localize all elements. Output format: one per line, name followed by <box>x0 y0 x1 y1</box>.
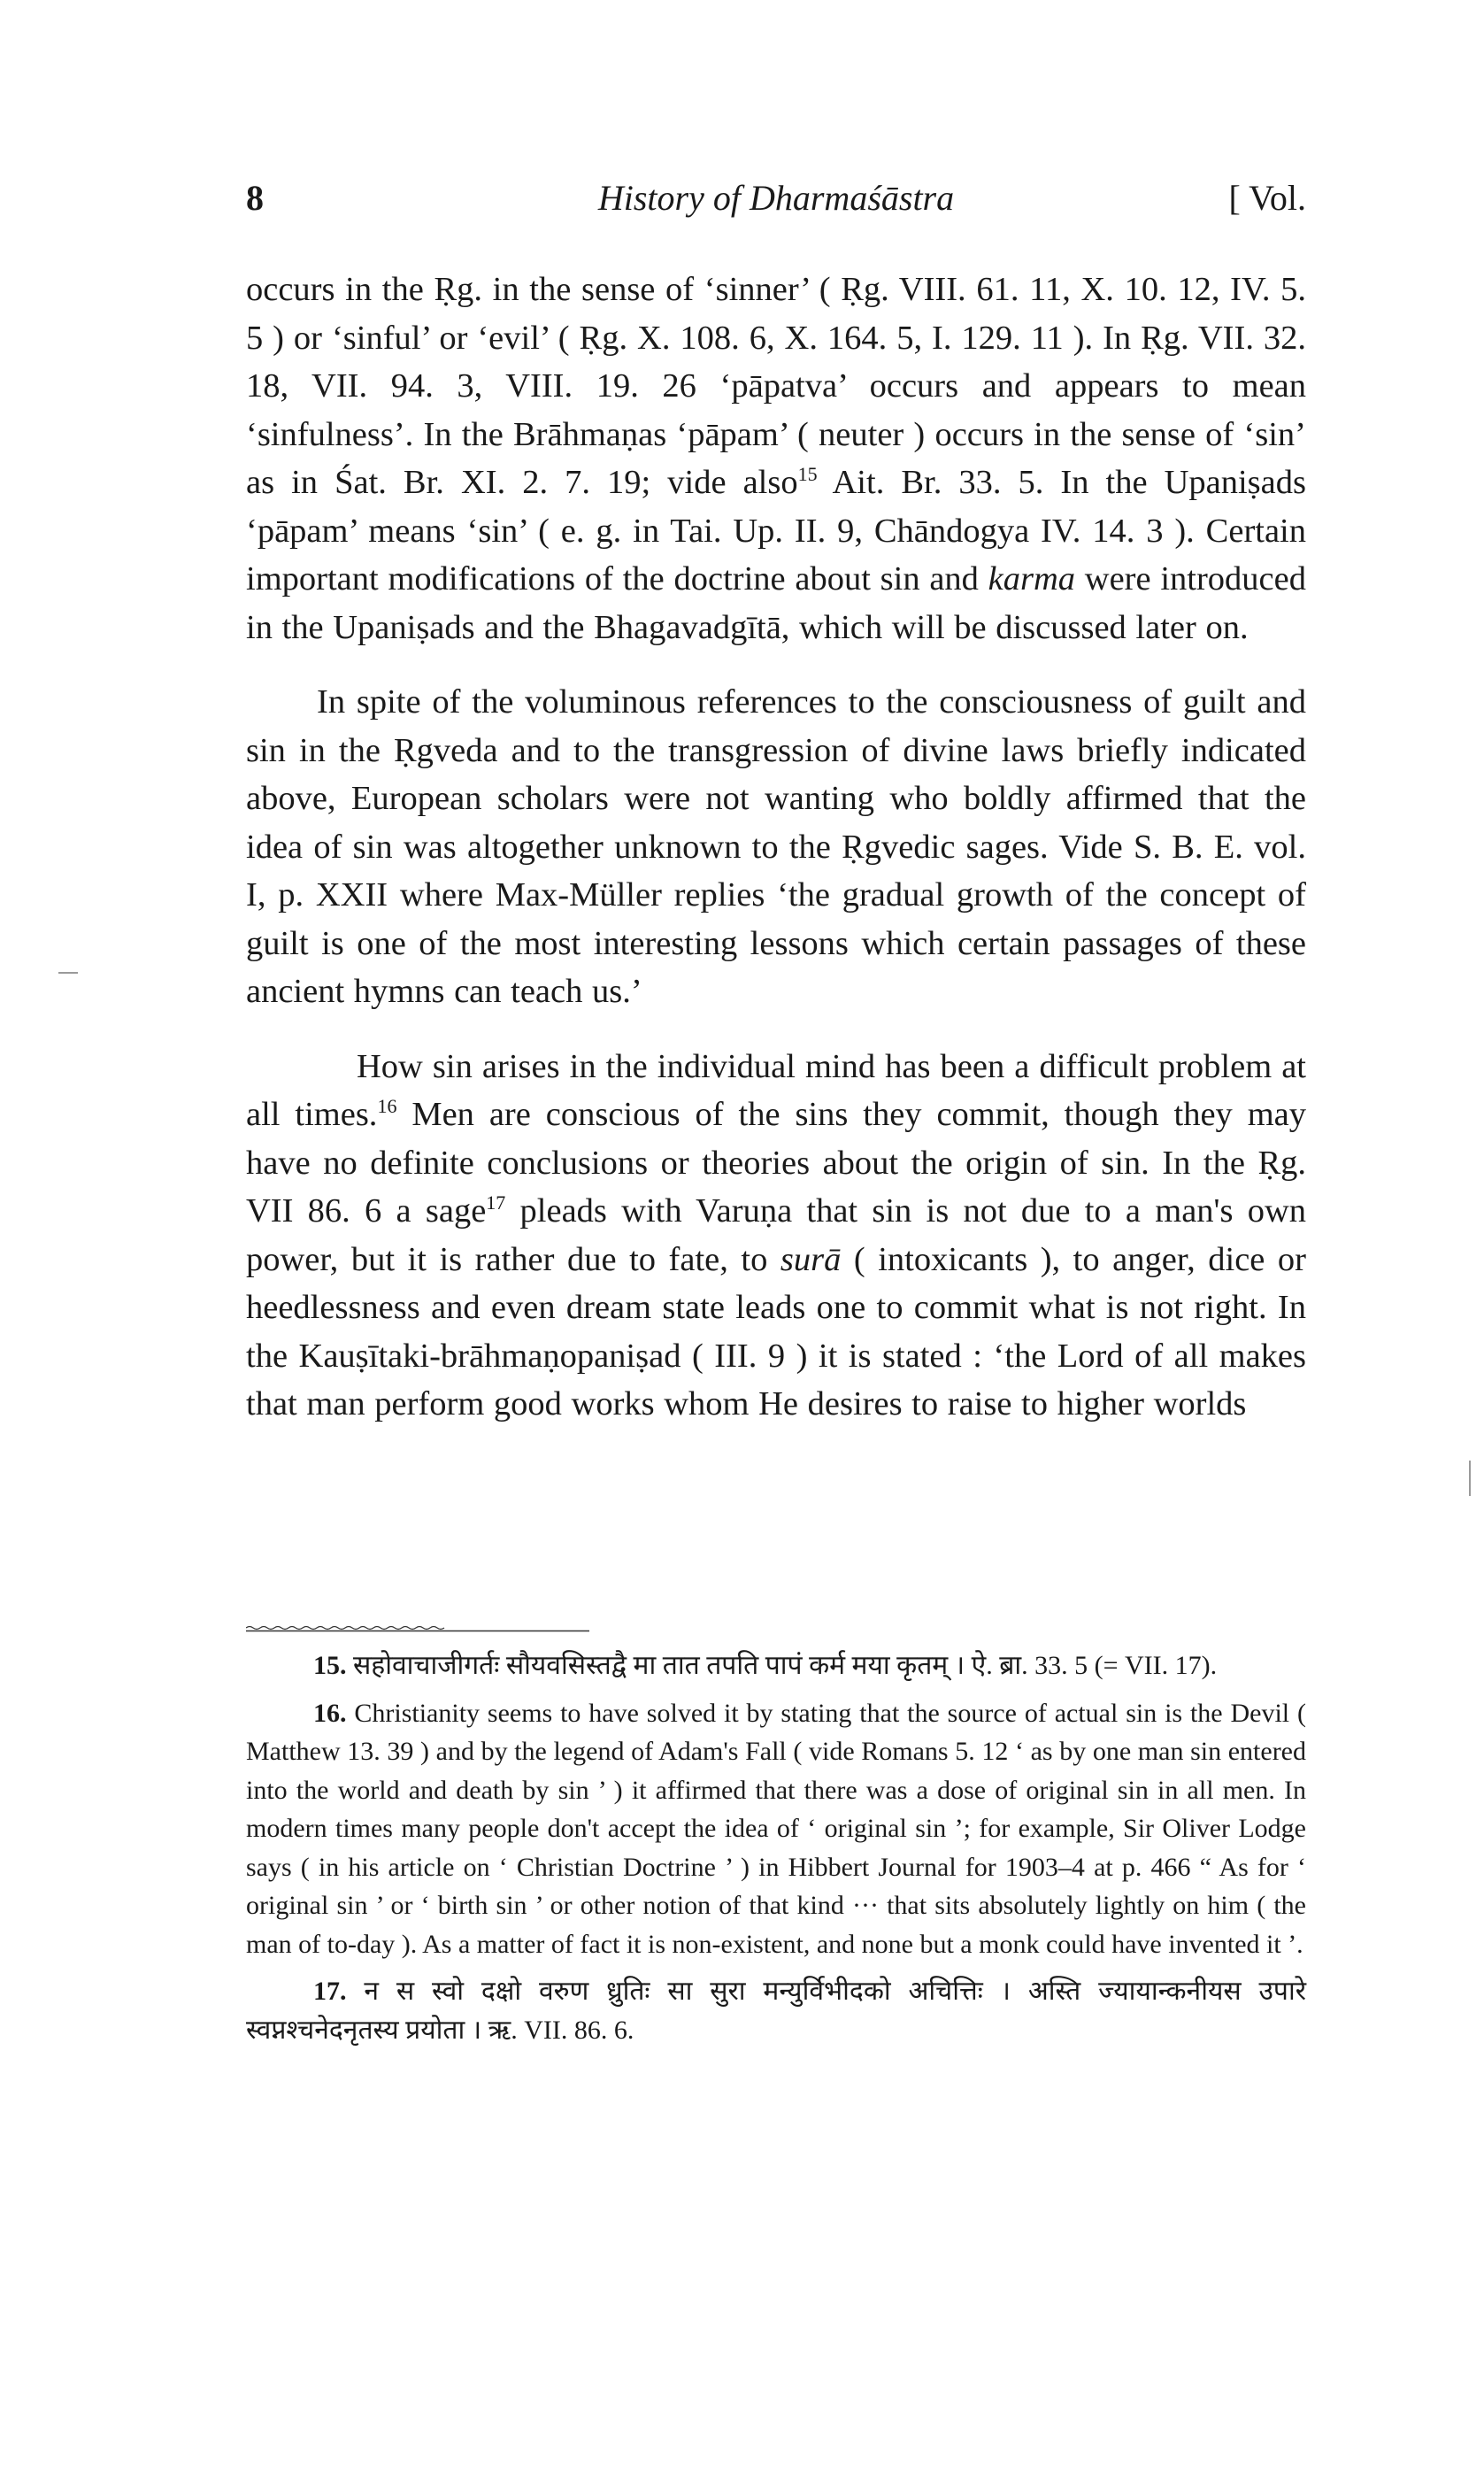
footnote-ref-16: 16 <box>377 1095 397 1118</box>
paragraph-2: In spite of the voluminous references to the consciousness of guilt and sin in the Ṛgveda and to the transgression of divine laws briefly indicated above, European scholars were not wanting who boldly affirmed that the idea of sin was altogether unknown to the Ṛgvedic sages. Vide S. B. E. vol. I, p. XXII where Max-Müller replies ‘the gradual growth of the concept of guilt is one of the most interesting lessons which certain passages of these ancient hymns can teach us.’ <box>246 683 1306 1010</box>
paragraph-3: How sin arises in the individual mind has been a difficult problem at all times.$^{16}$ Men are conscious of the sins they commit, though they may have no definite conclusions or theories about the origin of sin. In the Ṛg. VII 86. 6 a sage$^{17}$ pleads with Varuṇa that sin is not due to a man's own power, but it is rather due to fate, to surā ( intoxicants ), to anger, dice or heedlessness and even dream state leads one to commit what is not right. In the Kauṣītaki-brāhmaṇopaniṣad ( III. 9 ) it is stated : ‘the Lord of all makes that man perform good works whom He desires to raise to higher worlds <box>246 1047 1306 1422</box>
footnote-ref-17: 17 <box>486 1191 506 1214</box>
footnote-17: 17. न स स्वो दक्षो वरुण ध्रुतिः सा सुरा मन्युर्विभीदको अचित्तिः । अस्ति ज्यायान्कनीयस उपारे स्वप्नश्चनेदनृतस्य प्रयोता । ऋ. VII. 86. 6. <box>246 1977 1306 2045</box>
running-header <box>246 177 1306 230</box>
main-text <box>246 266 1306 1429</box>
footnotes <box>246 1646 1306 2058</box>
paragraph-1: occurs in the Ṛg. in the sense of ‘sinner’ ( Ṛg. VIII. 61. 11, X. 10. 12, IV. 5. 5 ) or ‘sinful’ or ‘evil’ ( Ṛg. X. 108. 6, X. 164. 5, I. 129. 11 ). In Ṛg. VII. 32. 18, VII. 94. 3, VIII. 19. 26 ‘pāpatva’ occurs and appears to mean ‘sinfulness’. In the Brāhmaṇas ‘pāpam’ ( neuter ) occurs in the sense of ‘sin’ as in Śat. Br. XI. 2. 7. 19; vide also$^{15}$ Ait. Br. 33. 5. In the Upaniṣads ‘pāpam’ means ‘sin’ ( e. g. in Tai. Up. II. 9, Chāndogya IV. 14. 3 ). Certain important modifications of the doctrine about sin and karma were introduced in the Upaniṣads and the Bhagavadgītā, which will be discussed later on. <box>246 271 1306 646</box>
page-number: 8 <box>246 178 264 218</box>
margin-speck <box>58 972 78 974</box>
volume-marker: [ Vol. <box>1228 178 1306 218</box>
running-title: History of Dharmaśāstra <box>597 178 955 218</box>
footnote-16: 16. Christianity seems to have solved it by stating that the source of actual sin is the Devil ( Matthew 13. 39 ) and by the legend of Adam's Fall ( vide Romans 5. 12 ‘ as by one man sin entered into the world and death by sin ’ ) it affirmed that there was a dose of original sin in all men. In modern times many people don't accept the idea of ‘ original sin ’; for example, Sir Oliver Lodge says ( in his article on ‘ Christian Doctrine ’ ) in Hibbert Journal for 1903–4 at p. 466 “ As for ‘ original sin ’ or ‘ birth sin ’ or other notion of that kind ··· that sits absolutely lightly on him ( the man of to-day ). As a matter of fact it is non-existent, and none but a monk could have invented it ’. <box>246 1698 1306 1959</box>
footnote-15: 15. सहोवाचाजीगर्तः सौयवसिस्तद्वै मा तात तपति पापं कर्म मया कृतम् । ऐ. ब्रा. 33. 5 (= VII. 17). <box>313 1651 1218 1680</box>
margin-speck <box>1469 1461 1471 1496</box>
footnote-rule <box>246 1625 589 1632</box>
footnote-ref-15: 15 <box>797 463 818 486</box>
